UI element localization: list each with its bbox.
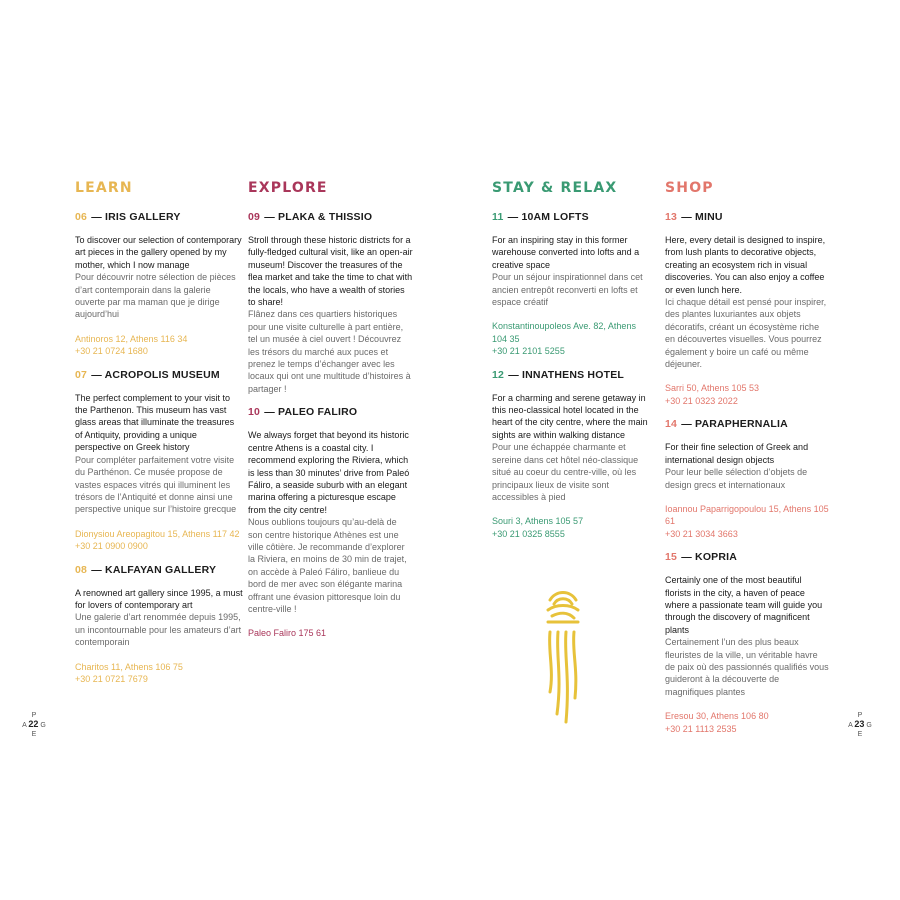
- listing-kopria: [665, 550, 830, 735]
- french-description: Pour découvrir notre sélection de pièces d’art contemporain dans la galerie ouverte par ma maman que je dirige aujourd’hui: [75, 272, 236, 320]
- listing-name: — KOPRIA: [681, 551, 738, 564]
- address: Souri 3, Athens 105 57: [492, 516, 584, 527]
- folio-letter-top: P: [857, 712, 863, 719]
- english-description: For a charming and serene getaway in this neo-classical hotel located in the heart of the city centre, where the main sights are within walking distance: [492, 392, 648, 440]
- listing-number: 10: [248, 406, 261, 419]
- listing-innathens-hotel: [492, 368, 652, 540]
- folio-letter-left: A: [848, 722, 853, 729]
- listing-name: — ACROPOLIS MUSEUM: [91, 368, 220, 381]
- english-description: To discover our selection of contemporary art pieces in the gallery opened by my mother, which I now manage: [75, 235, 242, 270]
- listing-paraphernalia: [665, 417, 830, 540]
- english-description: Stroll through these historic districts for a fully-fledged cultural visit, like an open-air museum! Discover the treasures of the flea market and take the time to chat with the locals, who have a wealth of stories to share!: [248, 235, 413, 308]
- listing-name: — 10AM LOFTS: [507, 211, 589, 223]
- listing-title: [665, 210, 830, 224]
- listing-title: [492, 368, 652, 382]
- page-number: 22: [28, 719, 39, 729]
- listing-number: 15: [665, 551, 678, 564]
- address-block: [248, 627, 413, 639]
- french-description: Pour une échappée charmante et sereine dans cet hôtel néo-classique situé au coeur du centre-ville, où les principaux lieux de visite sont accessibles à pied: [492, 442, 639, 502]
- listing-title: [75, 368, 243, 382]
- listing-name: — KALFAYAN GALLERY: [91, 563, 217, 576]
- listing-title: [492, 210, 652, 224]
- address: Charitos 11, Athens 106 75: [75, 661, 183, 672]
- listing-name: — MINU: [681, 211, 723, 223]
- listing-kalfayan-gallery: [75, 563, 243, 686]
- french-description: Pour un séjour inspirationnel dans cet ancien entrepôt reconverti en lofts et espace créatif: [492, 272, 643, 308]
- listing-title: [665, 550, 830, 564]
- listing-title: [75, 563, 243, 577]
- french-description: Flânez dans ces quartiers historiques pour une visite culturelle à part entière, tel un musée à ciel ouvert ! Découvrez les trésors du marché aux puces et prenez le temps d’échanger avec les locaux qui ont une multitude d’histoires à partager !: [248, 309, 411, 394]
- address: Dionysiou Areopagitou 15, Athens 117 42: [75, 528, 240, 539]
- phone: +30 21 0325 8555: [492, 528, 565, 539]
- listing-title: [248, 405, 413, 419]
- stay-relax-column: [492, 178, 652, 550]
- listing-name: — IRIS GALLERY: [91, 211, 181, 223]
- phone: +30 21 0721 7679: [75, 673, 148, 684]
- listing-title: [665, 417, 830, 431]
- listing-number: 09: [248, 211, 261, 223]
- english-description: For an inspiring stay in this former warehouse converted into lofts and a creative space: [492, 235, 640, 270]
- folio-letter-top: P: [31, 712, 37, 719]
- learn-column: [75, 178, 243, 695]
- listing-name: — PLAKA & THISSIO: [264, 211, 373, 223]
- address-block: [492, 320, 652, 357]
- section-heading: SHOP: [665, 180, 714, 196]
- phone: +30 21 1113 2535: [665, 723, 737, 734]
- phone: +30 21 0724 1680: [75, 346, 148, 357]
- phone: +30 21 2101 5255: [492, 346, 565, 357]
- english-description: We always forget that beyond its historic centre Athens is a coastal city. I recommend exploring the Riviera, which is less than 30 minutes’ drive from Paleó Fáliro, a seaside suburb with an elegant marina offering a picturesque escape from the city centre!: [248, 430, 410, 515]
- section-heading: EXPLORE: [248, 180, 328, 196]
- french-description: Ici chaque détail est pensé pour inspirer, des plantes luxuriantes aux objets décoratifs, créant un écosystème riche en découvertes visuelles. Vous pourrez également y boire un café ou même déjeuner.: [665, 297, 827, 370]
- english-description: Here, every detail is designed to inspire, from lush plants to decorative objects, creating an ecosystem rich in visual discoveries. You can also enjoy a coffee or even lunch here.: [665, 235, 826, 295]
- listing-10am-lofts: [492, 210, 652, 358]
- listing-title: [248, 210, 413, 224]
- listing-name: — INNATHENS HOTEL: [508, 368, 625, 381]
- folio-letter-bottom: E: [31, 731, 37, 738]
- listing-paleo-faliro: [248, 405, 413, 640]
- folio-letter-right: G: [866, 722, 872, 729]
- listing-number: 07: [75, 368, 88, 381]
- address: Sarri 50, Athens 105 53: [665, 383, 760, 394]
- listing-plaka-thissio: [248, 210, 413, 395]
- address: Antinoros 12, Athens 116 34: [75, 333, 188, 344]
- english-description: Certainly one of the most beautiful florists in the city, a haven of peace where a passionate team will guide you through the discovery of magnificent plants: [665, 575, 823, 635]
- decorative-ornament-icon: [542, 588, 584, 728]
- page-number: 23: [854, 719, 865, 729]
- listing-number: 14: [665, 418, 678, 431]
- english-description: The perfect complement to your visit to the Parthenon. This museum has vast glass areas that illuminate the treasures of Antiquity, providing a unique perspective on Greek history: [75, 392, 235, 453]
- shop-column: [665, 178, 830, 745]
- listing-number: 06: [75, 211, 88, 223]
- french-description: Certainement l’un des plus beaux fleuristes de la ville, un véritable havre de paix où des passionnés qualifiés vous guideront à la découverte de magnifiques plantes: [665, 637, 829, 697]
- french-description: Une galerie d’art renommée depuis 1995, un incontournable pour les amateurs d’art contemporain: [75, 612, 242, 648]
- listing-acropolis-museum: [75, 368, 243, 553]
- folio-letter-right: G: [40, 722, 46, 729]
- folio-letter-left: A: [22, 722, 27, 729]
- english-description: A renowned art gallery since 1995, a must for lovers of contemporary art: [75, 587, 243, 610]
- phone: +30 21 0900 0900: [75, 541, 148, 552]
- section-heading: LEARN: [75, 180, 133, 196]
- address-block: [75, 661, 243, 686]
- address-block: [75, 333, 243, 358]
- listing-iris-gallery: [75, 210, 243, 358]
- listing-title: [75, 210, 243, 224]
- address: Eresou 30, Athens 106 80: [665, 711, 769, 722]
- explore-column: [248, 178, 413, 650]
- listing-minu: [665, 210, 830, 407]
- french-description: Nous oublions toujours qu’au-delà de son centre historique Athènes est une ville côtière. Je recommande d’explorer la Riviera, en moins de 30 min de trajet, on accède à Paleó Fáliro, banlieue du bord de mer avec son élégante marina offrant une évasion pittoresque loin du centre-ville !: [248, 517, 407, 614]
- address-block: [492, 515, 652, 540]
- page-number-right: [842, 711, 878, 739]
- page-number-left: [16, 711, 52, 739]
- listing-number: 08: [75, 563, 88, 576]
- phone: +30 21 0323 2022: [665, 395, 738, 406]
- english-description: For their fine selection of Greek and international design objects: [665, 442, 809, 465]
- french-description: Pour compléter parfaitement votre visite du Parthénon. Ce musée propose de vastes espaces vitrés qui illuminent les trésors de l’Antiquité et donne ainsi une perspective unique sur l’histoire grecque: [75, 454, 237, 515]
- address-block: [75, 528, 243, 553]
- listing-name: — PARAPHERNALIA: [681, 418, 788, 431]
- folio-letter-bottom: E: [857, 731, 863, 738]
- section-heading: STAY & RELAX: [492, 180, 618, 196]
- phone: +30 21 3034 3663: [665, 528, 738, 539]
- listing-number: 11: [492, 211, 504, 223]
- address-block: [665, 382, 830, 407]
- address-block: [665, 503, 830, 540]
- listing-name: — PALEO FALIRO: [264, 406, 358, 419]
- french-description: Pour leur belle sélection d’objets de design grecs et internationaux: [665, 467, 808, 490]
- listing-number: 12: [492, 368, 505, 381]
- address: Paleo Faliro 175 61: [248, 628, 327, 639]
- address-block: [665, 710, 830, 735]
- address: Ioannou Paparrigopoulou 15, Athens 105 61: [665, 503, 829, 527]
- address: Konstantinoupoleos Ave. 82, Athens 104 35: [492, 321, 636, 344]
- listing-number: 13: [665, 211, 678, 223]
